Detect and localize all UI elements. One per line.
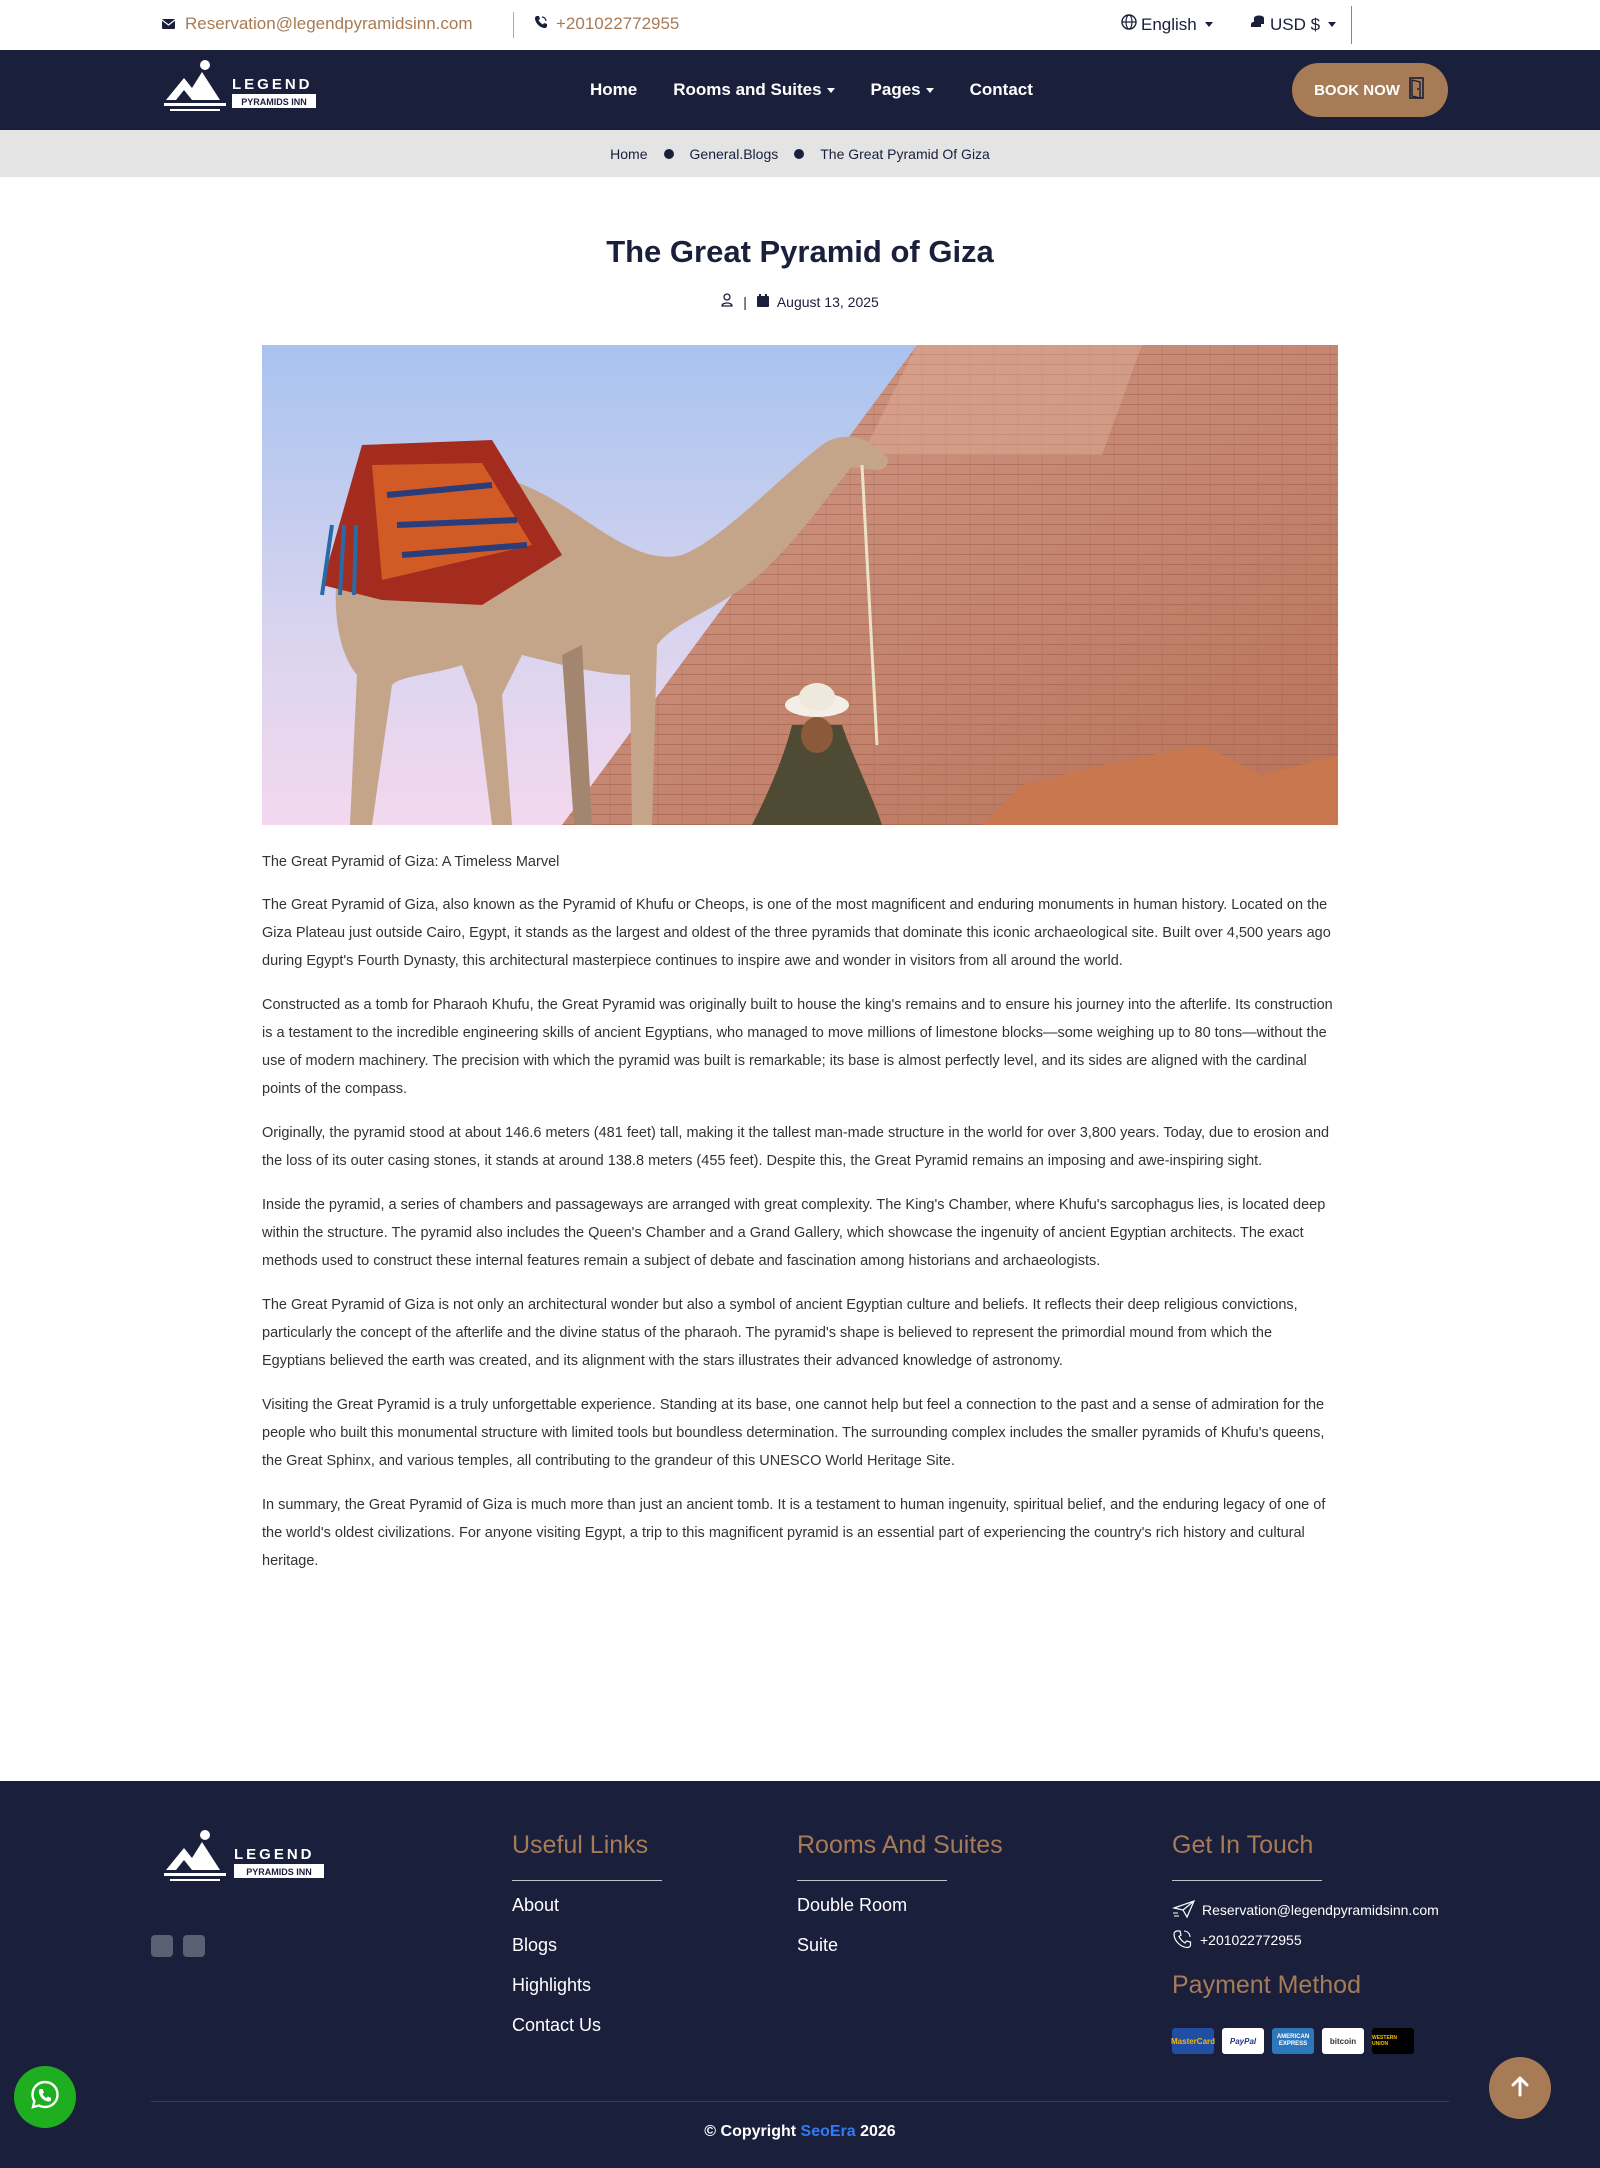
user-icon (721, 293, 733, 310)
logo-text-inn: PYRAMIDS INN (241, 97, 307, 107)
footer-link-contact[interactable]: Contact Us (512, 2015, 602, 2035)
footer-useful-links (512, 1831, 662, 2055)
currency-label: USD $ (1270, 14, 1321, 34)
door-icon (1408, 76, 1426, 104)
article-paragraph: The Great Pyramid of Giza is not only an architectural wonder but also a symbol of ancient Egyptian culture and beliefs. It reflects their deep religious convictions, particularly the concept of the afterlife and the divine status of the pharaoh. The pyramid's shape is believed to represent the primordial mound from which the Egyptians believed the earth was created, and its alignment with the stars illustrates their advanced knowledge of astronomy. (262, 1297, 1298, 1369)
paypal-icon: PayPal (1222, 2028, 1264, 2054)
book-now-label: BOOK NOW (1314, 81, 1400, 99)
whatsapp-icon (29, 2079, 61, 2116)
chevron-down-icon (827, 88, 835, 93)
copyright (0, 2123, 1600, 2141)
nav-pages-label: Pages (870, 80, 921, 99)
bitcoin-icon: bitcoin (1322, 2028, 1364, 2054)
main-navbar (0, 50, 1600, 130)
heading-underline (797, 1880, 947, 1881)
arrow-up-icon (1510, 2075, 1530, 2102)
nav-contact[interactable] (970, 80, 1033, 100)
currency-select[interactable] (1250, 14, 1336, 35)
site-footer (0, 1781, 1600, 2168)
footer-link-double-room[interactable]: Double Room (797, 1895, 908, 1915)
footer-logo-legend: LEGEND (234, 1846, 315, 1863)
mastercard-icon: MasterCard (1172, 2028, 1214, 2054)
nav-contact-label: Contact (969, 80, 1033, 99)
footer-phone-text: +201022772955 (1200, 1932, 1302, 1948)
breadcrumb-separator (664, 149, 674, 159)
nav-home-label: Home (590, 80, 638, 99)
footer-heading: Get In Touch (1172, 1831, 1314, 1859)
western-union-icon: WESTERN UNION (1372, 2028, 1414, 2054)
whatsapp-button[interactable] (14, 2066, 76, 2128)
article-paragraph: In summary, the Great Pyramid of Giza is much more than just an ancient tomb. It is a testament to human ingenuity, spiritual belief, and the enduring legacy of one of the world's oldest civilizations. For anyone visiting Egypt, a trip to this magnificent pyramid is an essential part of experiencing the country's rich history and cultural heritage. (262, 1497, 1326, 1569)
copyright-brand-link[interactable]: SeoEra (800, 2123, 856, 2140)
article-paragraph: The Great Pyramid of Giza, also known as the Pyramid of Khufu or Cheops, is one of the most magnificent and enduring monuments in human history. Located on the Giza Plateau just outside Cairo, Egypt, it stands as the largest and oldest of the three pyramids that dominate this iconic archaeological site. Built over 4,500 years ago during Egypt's Fourth Dynasty, this architectural masterpiece continues to inspire awe and wonder in visitors from all around the world. (262, 897, 1331, 969)
footer-link-highlights[interactable]: Highlights (512, 1975, 592, 1995)
breadcrumb-separator (794, 149, 804, 159)
social-icon[interactable] (183, 1935, 205, 1957)
phone-icon (1172, 1929, 1194, 1952)
top-bar (0, 0, 1600, 50)
breadcrumb (0, 130, 1600, 177)
footer-link-blogs[interactable]: Blogs (512, 1935, 558, 1955)
top-email-link[interactable] (162, 14, 473, 34)
footer-heading: Useful Links (512, 1831, 649, 1859)
article-paragraph: Originally, the pyramid stood at about 146.6 meters (481 feet) tall, making it the tallest man-made structure in the world for over 3,800 years. Today, due to erosion and the loss of its outer casing stones, it stands at around 138.8 meters (455 feet). Despite this, the Great Pyramid remains an imposing and awe-inspiring sight. (262, 1125, 1330, 1169)
footer-email-link[interactable] (1172, 1895, 1439, 1925)
footer-rooms (797, 1831, 1003, 1975)
scroll-to-top-button[interactable] (1489, 2057, 1551, 2119)
footer-link-about[interactable]: About (512, 1895, 560, 1915)
calendar-icon (757, 294, 769, 310)
copyright-year: 2026 (860, 2123, 896, 2140)
article-lead: The Great Pyramid of Giza: A Timeless Marvel (262, 854, 560, 870)
footer-divider (151, 2101, 1449, 2102)
article-meta (0, 293, 1600, 310)
envelope-icon (162, 14, 175, 34)
payment-heading: Payment Method (1172, 1971, 1361, 1999)
footer-link-suite[interactable]: Suite (797, 1935, 839, 1955)
breadcrumb-current: The Great Pyramid Of Giza (820, 145, 990, 162)
nav-rooms[interactable] (673, 80, 834, 100)
meta-separator: | (743, 293, 747, 310)
topbar-divider-right (1351, 6, 1352, 44)
chevron-down-icon (1328, 22, 1336, 27)
article-paragraph: Visiting the Great Pyramid is a truly unforgettable experience. Standing at its base, one cannot help but feel a connection to the past and a sense of admiration for the people who built this monumental structure with limited tools but boundless determination. The surrounding complex includes the smaller pyramids of Khufu's queens, the Great Sphinx, and various temples, all contributing to the grandeur of this UNESCO World Heritage Site. (262, 1397, 1325, 1469)
topbar-divider (513, 12, 514, 38)
language-select[interactable] (1121, 14, 1213, 35)
paper-plane-icon (1172, 1899, 1196, 1922)
copyright-prefix: © Copyright (704, 2123, 797, 2140)
article-paragraph: Constructed as a tomb for Pharaoh Khufu, the Great Pyramid was originally built to house the king's remains and to ensure his journey into the afterlife. Its construction is a testament to the incredible engineering skills of ancient Egyptians, who managed to move millions of limestone blocks—some weighing up to 80 tons—without the use of modern machinery. The precision with which the pyramid was built is remarkable; its base is almost perfectly level, and its sides are aligned with the cardinal points of the compass. (262, 997, 1333, 1097)
article-paragraph: Inside the pyramid, a series of chambers and passageways are arranged with great complexity. The King's Chamber, where Khufu's sarcophagus lies, is located deep within the structure. The pyramid also includes the Queen's Chamber and a Grand Gallery, which showcase the ingenuity of ancient Egyptian architects. The exact methods used to construct these internal features remain a subject of debate and fascination among historians and archaeologists. (262, 1197, 1326, 1269)
footer-phone-link[interactable] (1172, 1925, 1439, 1955)
footer-logo-inn: PYRAMIDS INN (246, 1867, 312, 1877)
footer-contact (1172, 1831, 1439, 1955)
article-hero-image (262, 345, 1338, 825)
chevron-down-icon (1205, 22, 1213, 27)
footer-email-text: Reservation@legendpyramidsinn.com (1202, 1902, 1439, 1918)
footer-heading: Rooms And Suites (797, 1831, 1003, 1859)
top-phone-text: +201022772955 (556, 14, 680, 33)
coins-icon (1250, 14, 1266, 35)
chevron-down-icon (926, 88, 934, 93)
article-date: August 13, 2025 (776, 293, 879, 310)
site-logo[interactable] (162, 58, 322, 122)
nav-rooms-label: Rooms and Suites (673, 80, 822, 99)
breadcrumb-blogs[interactable]: General.Blogs (689, 145, 779, 162)
nav-home[interactable] (590, 80, 637, 100)
logo-text-legend: LEGEND (232, 76, 313, 93)
main-nav (590, 50, 1069, 130)
book-now-button[interactable] (1292, 63, 1448, 117)
payment-methods (1172, 2028, 1422, 2054)
amex-icon: AMERICAN EXPRESS (1272, 2028, 1314, 2054)
heading-underline (512, 1880, 662, 1881)
breadcrumb-home[interactable]: Home (610, 145, 648, 162)
social-links (151, 1935, 215, 1957)
phone-icon (534, 14, 548, 34)
top-phone-link[interactable] (534, 14, 679, 34)
social-icon[interactable] (151, 1935, 173, 1957)
footer-logo[interactable] (162, 1826, 332, 1890)
language-label: English (1141, 14, 1197, 34)
article-body (262, 848, 1338, 1591)
top-email-text: Reservation@legendpyramidsinn.com (185, 14, 473, 33)
page-title: The Great Pyramid of Giza (606, 234, 994, 269)
nav-pages[interactable] (871, 80, 934, 100)
heading-underline (1172, 1880, 1322, 1881)
globe-icon (1121, 14, 1137, 35)
